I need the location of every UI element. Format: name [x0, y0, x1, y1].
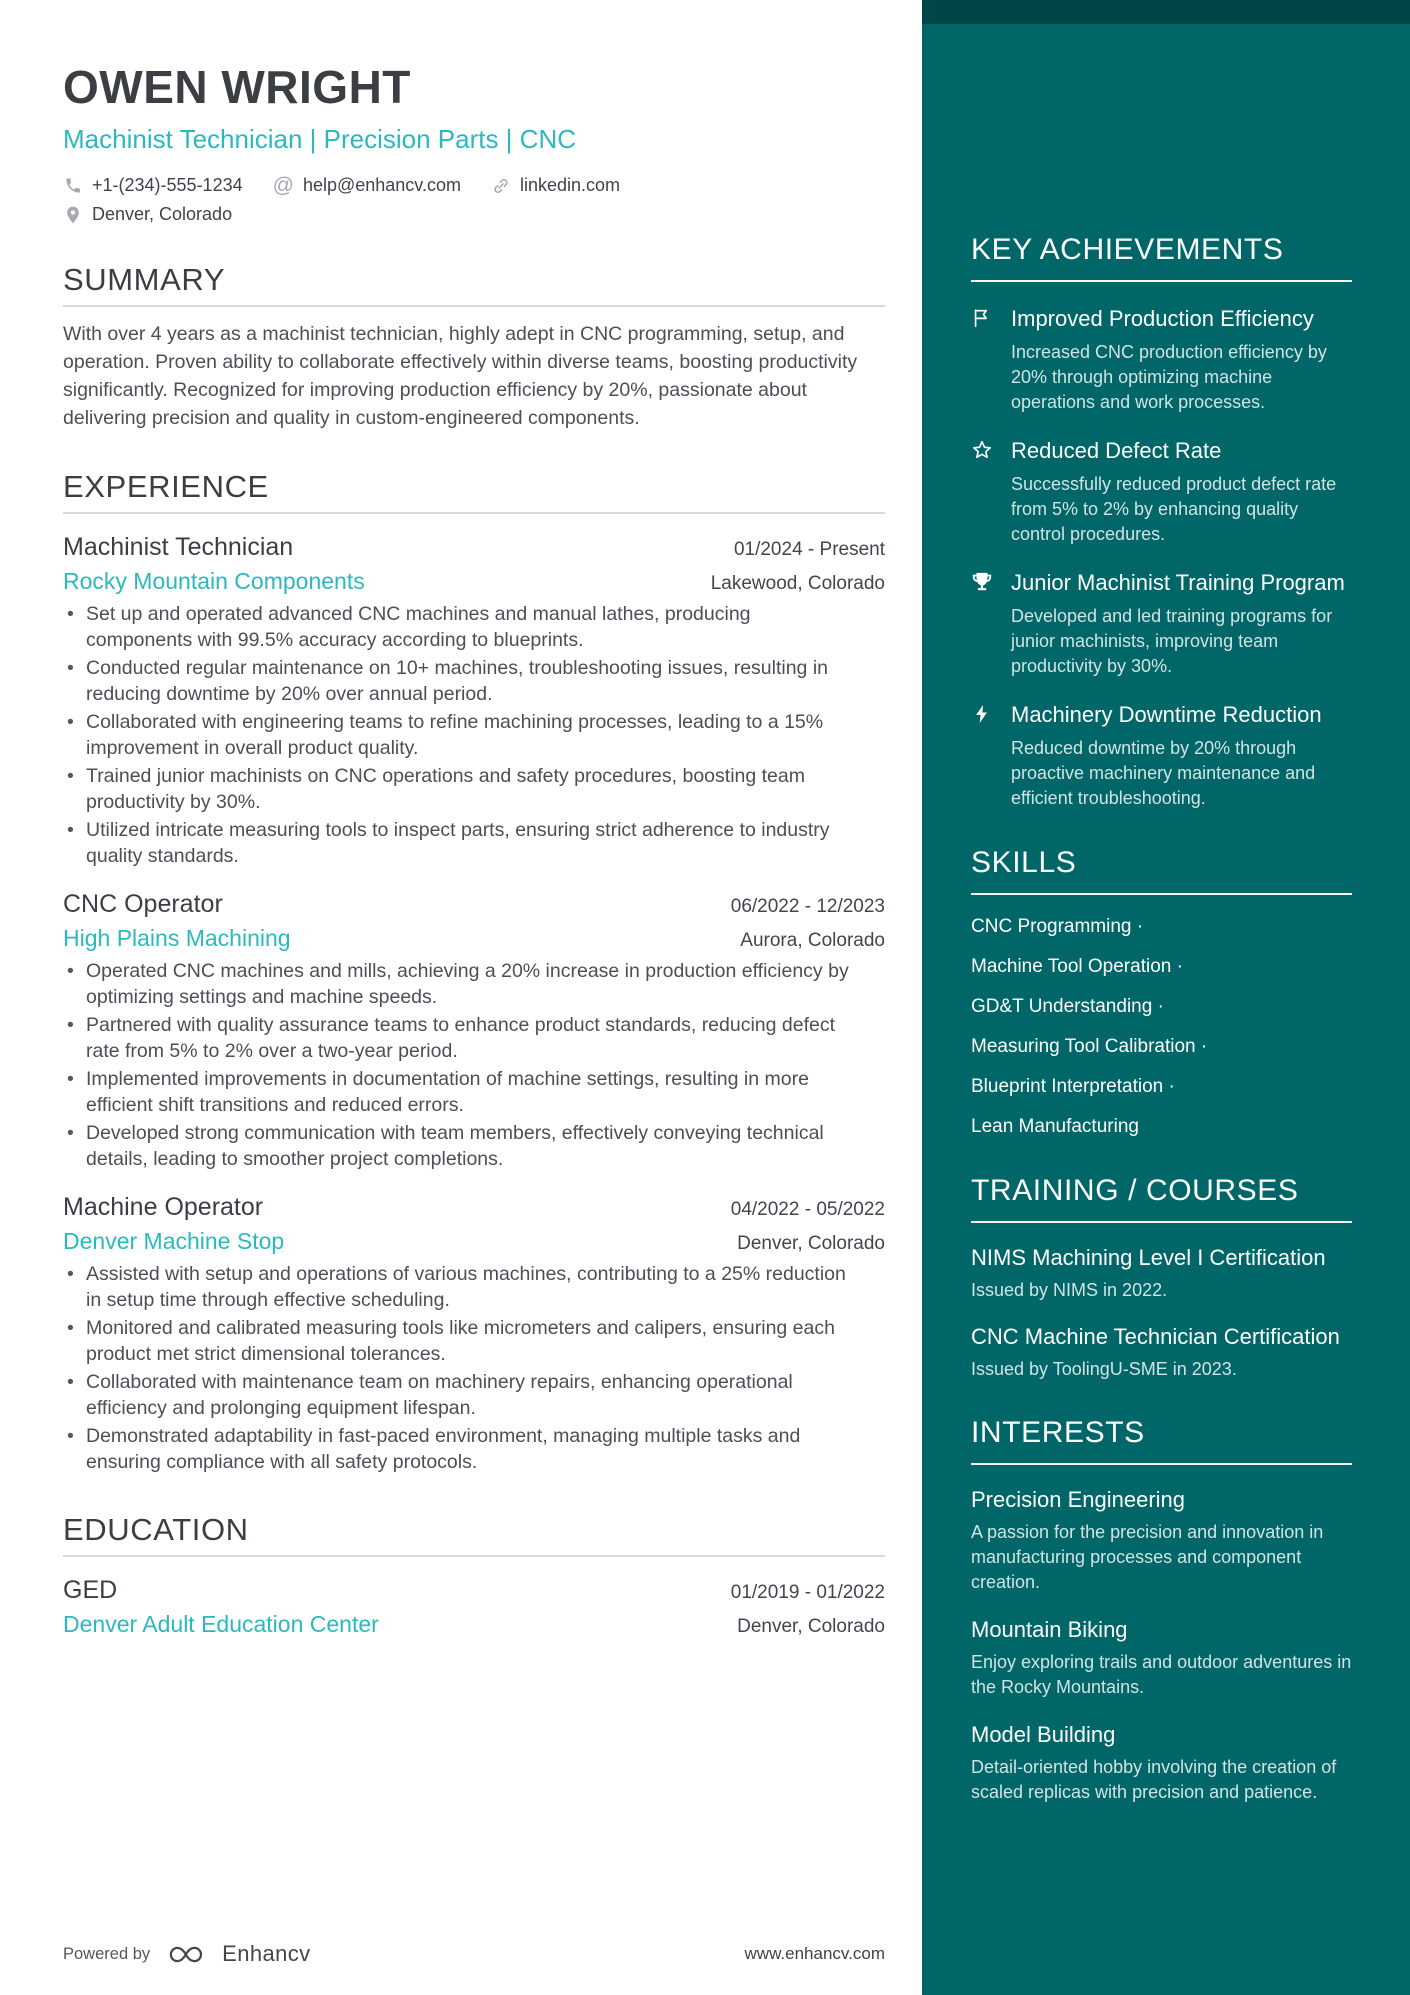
interest-title: Mountain Biking: [971, 1617, 1128, 1642]
heading-divider: [63, 512, 885, 514]
training-courses-section: [971, 1173, 1352, 1381]
job-bullet: • Monitored and calibrated measuring tools like micrometers and calipers, ensuring each product met strict dimensional tolerances.: [63, 1316, 855, 1367]
email-address[interactable]: help@enhancv.com: [302, 175, 461, 195]
job-dates: 04/2022 - 05/2022: [730, 1199, 885, 1220]
job-title: Machinist Technician: [63, 533, 294, 561]
summary-text: With over 4 years as a machinist technician, highly adept in CNC programming, setup, and operation. Proven ability to collaborate effectively within diverse teams, boosting productivity significantly. Recognized for improving production efficiency by 20%, passionate about delivering precision and quality in custom-engineered components.: [63, 323, 858, 429]
skill-item: Lean Manufacturing: [971, 1116, 1139, 1137]
enhancv-logo: [166, 1944, 206, 1965]
company-name: Rocky Mountain Components: [63, 568, 365, 594]
flag-icon: [971, 304, 1011, 415]
bolt-icon: [971, 700, 1011, 811]
achievement-item: [971, 436, 1352, 547]
key-achievements-section: [971, 232, 1352, 811]
job-bullet: • Developed strong communication with team members, effectively conveying technical details, leading to smoother project completions.: [63, 1121, 855, 1172]
job-bullet: • Assisted with setup and operations of various machines, contributing to a 25% reduction in setup time through effective scheduling.: [63, 1262, 855, 1313]
achievement-title: Improved Production Efficiency: [1011, 306, 1314, 331]
education-section: [63, 1511, 885, 1638]
powered-by-label: Powered by: [63, 1944, 151, 1963]
company-name: Denver Machine Stop: [63, 1228, 285, 1254]
heading-divider: [63, 1555, 885, 1557]
course-title: NIMS Machining Level I Certification: [971, 1245, 1326, 1270]
achievement-description: Increased CNC production efficiency by 20% through optimizing machine operations and work processes.: [1011, 342, 1327, 412]
education-location: Denver, Colorado: [737, 1616, 885, 1637]
email-contact[interactable]: [273, 175, 461, 196]
trophy-icon: [971, 568, 1011, 679]
enhancv-website-link[interactable]: www.enhancv.com: [744, 1944, 885, 1963]
education-list: [63, 1575, 885, 1638]
skill-item: Blueprint Interpretation ·: [971, 1076, 1175, 1097]
link-icon: [491, 176, 511, 196]
job-bullet-list: [63, 1262, 885, 1475]
interest-item: [971, 1720, 1352, 1805]
summary-section: [63, 261, 885, 432]
skills-section: [971, 845, 1352, 1139]
page-footer: [63, 1941, 885, 1967]
company-name: High Plains Machining: [63, 925, 291, 951]
achievement-item: [971, 304, 1352, 415]
interest-description: Enjoy exploring trails and outdoor adventures in the Rocky Mountains.: [971, 1652, 1352, 1697]
job-bullet: • Partnered with quality assurance teams to enhance product standards, reducing defect rate from 5% to 2% over a two-year period.: [63, 1013, 855, 1064]
brand-name: Enhancv: [222, 1941, 311, 1966]
course-issuer: Issued by NIMS in 2022.: [971, 1280, 1168, 1300]
candidate-name: OWEN WRIGHT: [63, 61, 411, 113]
education-heading: EDUCATION: [63, 1512, 249, 1547]
job-bullet: • Trained junior machinists on CNC operations and safety procedures, boosting team productivity by 30%.: [63, 764, 855, 815]
interest-description: Detail-oriented hobby involving the creation of scaled replicas with precision and patience.: [971, 1757, 1337, 1802]
experience-entry: [63, 1192, 885, 1475]
main-column: [63, 0, 885, 1638]
job-bullet: • Implemented improvements in documentation of machine settings, resulting in more efficient shift transitions and reduced errors.: [63, 1067, 855, 1118]
heading-divider: [971, 280, 1352, 282]
achievement-item: [971, 700, 1352, 811]
achievement-description: Reduced downtime by 20% through proactive machinery maintenance and efficient troubleshooting.: [1011, 738, 1316, 808]
resume-header: [63, 0, 885, 225]
course-item: [971, 1322, 1352, 1381]
email-at-icon: @: [272, 173, 294, 197]
job-location: Lakewood, Colorado: [710, 573, 885, 594]
course-item: [971, 1243, 1352, 1302]
education-entry: [63, 1575, 885, 1638]
skill-item: GD&T Understanding ·: [971, 996, 1164, 1017]
job-title: CNC Operator: [63, 890, 223, 918]
key-achievements-heading: KEY ACHIEVEMENTS: [971, 233, 1284, 266]
interests-section: [971, 1415, 1352, 1805]
location-text: Denver, Colorado: [92, 204, 233, 224]
job-bullet: • Conducted regular maintenance on 10+ machines, troubleshooting issues, resulting in reducing downtime by 20% over annual period.: [63, 656, 855, 707]
achievement-title: Machinery Downtime Reduction: [1011, 702, 1322, 727]
job-bullet-list: [63, 602, 885, 869]
job-title: Machine Operator: [63, 1193, 264, 1221]
interest-item: [971, 1485, 1352, 1595]
experience-section: [63, 468, 885, 1475]
sidebar: [922, 0, 1410, 1995]
skill-item: Machine Tool Operation ·: [971, 956, 1183, 977]
job-location: Denver, Colorado: [737, 1233, 885, 1254]
interest-title: Model Building: [971, 1722, 1116, 1747]
job-location: Aurora, Colorado: [740, 930, 885, 951]
interest-description: A passion for the precision and innovation in manufacturing processes and component creation.: [971, 1522, 1324, 1592]
training-courses-list: [971, 1243, 1352, 1381]
education-dates: 01/2019 - 01/2022: [730, 1582, 885, 1603]
degree-title: GED: [63, 1576, 118, 1604]
job-bullet: • Collaborated with engineering teams to refine machining processes, leading to a 15% improvement in overall product quality.: [63, 710, 855, 761]
summary-heading: SUMMARY: [63, 262, 226, 297]
achievement-item: [971, 568, 1352, 679]
heading-divider: [971, 1463, 1352, 1465]
skill-item: Measuring Tool Calibration ·: [971, 1036, 1208, 1057]
experience-entry: [63, 889, 885, 1172]
job-bullet: • Utilized intricate measuring tools to inspect parts, ensuring strict adherence to industry quality standards.: [63, 818, 855, 869]
job-bullet: • Set up and operated advanced CNC machines and manual lathes, producing components with 99.5% accuracy according to blueprints.: [63, 602, 855, 653]
achievement-description: Successfully reduced product defect rate from 5% to 2% by enhancing quality control procedures.: [1011, 474, 1337, 544]
heading-divider: [63, 305, 885, 307]
key-achievements-list: [971, 304, 1352, 811]
achievement-title: Junior Machinist Training Program: [1011, 570, 1345, 595]
phone-number: +1-(234)-555-1234: [92, 175, 243, 195]
interest-item: [971, 1615, 1352, 1700]
skills-heading: SKILLS: [971, 846, 1077, 879]
contact-row-1: [63, 175, 885, 196]
sidebar-top-strip: [922, 0, 1410, 24]
job-bullet: • Demonstrated adaptability in fast-paced environment, managing multiple tasks and ensuring compliance with all safety protocols.: [63, 1424, 855, 1475]
job-bullet: • Collaborated with maintenance team on machinery repairs, enhancing operational efficiency and prolonging equipment lifespan.: [63, 1370, 855, 1421]
phone-contact: [63, 175, 243, 196]
interests-list: [971, 1485, 1352, 1805]
phone-icon: [63, 176, 83, 196]
experience-list: [63, 532, 885, 1475]
location-pin-icon: [63, 205, 83, 225]
experience-entry: [63, 532, 885, 869]
location-contact: [63, 204, 232, 225]
experience-heading: EXPERIENCE: [63, 469, 269, 504]
course-title: CNC Machine Technician Certification: [971, 1324, 1340, 1349]
job-dates: 06/2022 - 12/2023: [730, 896, 885, 917]
achievement-description: Developed and led training programs for junior machinists, improving team productivity by 30%.: [1011, 606, 1333, 676]
interest-title: Precision Engineering: [971, 1487, 1186, 1512]
heading-divider: [971, 893, 1352, 895]
course-issuer: Issued by ToolingU-SME in 2023.: [971, 1359, 1237, 1379]
star-icon: [971, 436, 1011, 547]
job-bullet: • Operated CNC machines and mills, achieving a 20% increase in production efficiency by optimizing settings and machine speeds.: [63, 959, 855, 1010]
contact-row-2: [63, 204, 885, 225]
job-bullet-list: [63, 959, 885, 1172]
heading-divider: [971, 1221, 1352, 1223]
linkedin-contact[interactable]: [491, 175, 620, 196]
training-courses-heading: TRAINING / COURSES: [971, 1174, 1299, 1207]
skills-list: [971, 915, 1352, 1139]
school-name: Denver Adult Education Center: [63, 1611, 379, 1637]
skill-item: CNC Programming ·: [971, 916, 1144, 937]
linkedin-url[interactable]: linkedin.com: [519, 175, 621, 195]
achievement-title: Reduced Defect Rate: [1011, 438, 1222, 463]
candidate-headline: Machinist Technician | Precision Parts | CNC: [63, 124, 576, 154]
job-dates: 01/2024 - Present: [733, 539, 885, 560]
interests-heading: INTERESTS: [971, 1416, 1145, 1449]
